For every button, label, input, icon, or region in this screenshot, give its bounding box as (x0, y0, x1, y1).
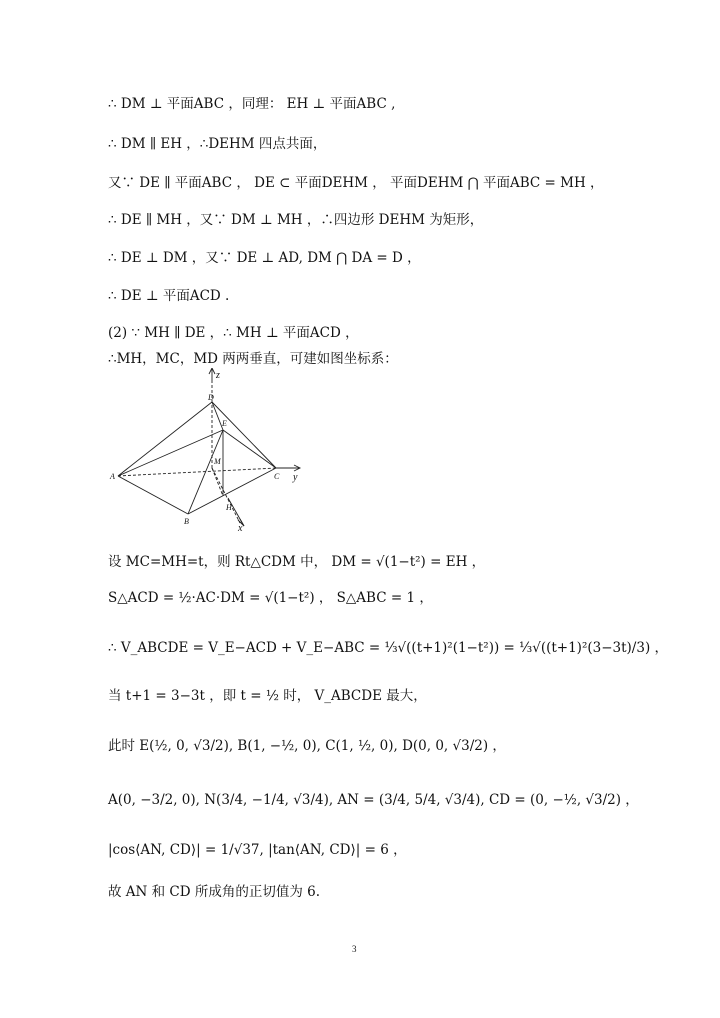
svg-text:y: y (293, 472, 298, 483)
svg-text:B: B (184, 517, 189, 526)
svg-text:D: D (208, 393, 214, 402)
text-line-11: ∴ V_ABCDE = V_E−ACD + V_E−ABC = ⅓√((t+1)²(1−t²)) = ⅓√((t+1)²(3−3t)/3) ， (108, 640, 668, 656)
text-line-12: 当 t+1 = 3−3t ，即 t = ½ 时， V_ABCDE 最大， (108, 688, 427, 704)
text-line-10: S△ACD = ½·AC·DM = √(1−t²) ， S△ABC = 1 ， (108, 590, 433, 606)
text-line-8: ∴MH，MC，MD 两两垂直，可建如图坐标系： (108, 351, 398, 367)
text-line-6: ∴ DE ⊥ 平面ACD . (108, 288, 230, 304)
svg-text:x: x (238, 523, 243, 533)
text-line-13: 此时 E(½, 0, √3/2), B(1, −½, 0), C(1, ½, 0), D(0, 0, √3/2) ， (108, 738, 506, 754)
svg-text:z: z (216, 370, 220, 381)
text-line-14: A(0, −3/2, 0), N(3/4, −1/4, √3/4), AN = (3/4, 5/4, √3/4), CD = (0, −½, √3/2) ， (108, 792, 639, 808)
page-number: 3 (352, 944, 357, 954)
text-line-1: ∴ DM ⊥ 平面ABC ，同理： EH ⊥ 平面ABC , (108, 96, 396, 112)
text-line-2: ∴ DM ∥ EH ，∴DEHM 四点共面， (108, 136, 327, 152)
text-line-3: 又∵ DE ∥ 平面ABC ， DE ⊂ 平面DEHM ， 平面DEHM ⋂ 平面ABC = MH ， (108, 175, 604, 191)
text-line-4: ∴ DE ∥ MH ，又∵ DM ⊥ MH ，∴四边形 DEHM 为矩形， (108, 212, 484, 228)
coordinate-figure (108, 368, 308, 533)
svg-text:H: H (226, 503, 232, 512)
svg-text:A: A (110, 472, 115, 481)
svg-text:E: E (222, 419, 227, 428)
text-line-16: 故 AN 和 CD 所成角的正切值为 6. (108, 884, 321, 900)
svg-text:M: M (214, 457, 221, 466)
text-line-7: (2) ∵ MH ∥ DE ，∴ MH ⊥ 平面ACD ， (108, 325, 359, 341)
text-line-15: |cos⟨AN, CD⟩| = 1/√37, |tan⟨AN, CD⟩| = 6 ， (108, 842, 407, 858)
text-line-9: 设 MC=MH=t，则 Rt△CDM 中， DM = √(1−t²) = EH ， (108, 554, 486, 570)
svg-text:C: C (274, 472, 280, 481)
text-line-5: ∴ DE ⊥ DM ，又∵ DE ⊥ AD, DM ⋂ DA = D ， (108, 250, 421, 266)
